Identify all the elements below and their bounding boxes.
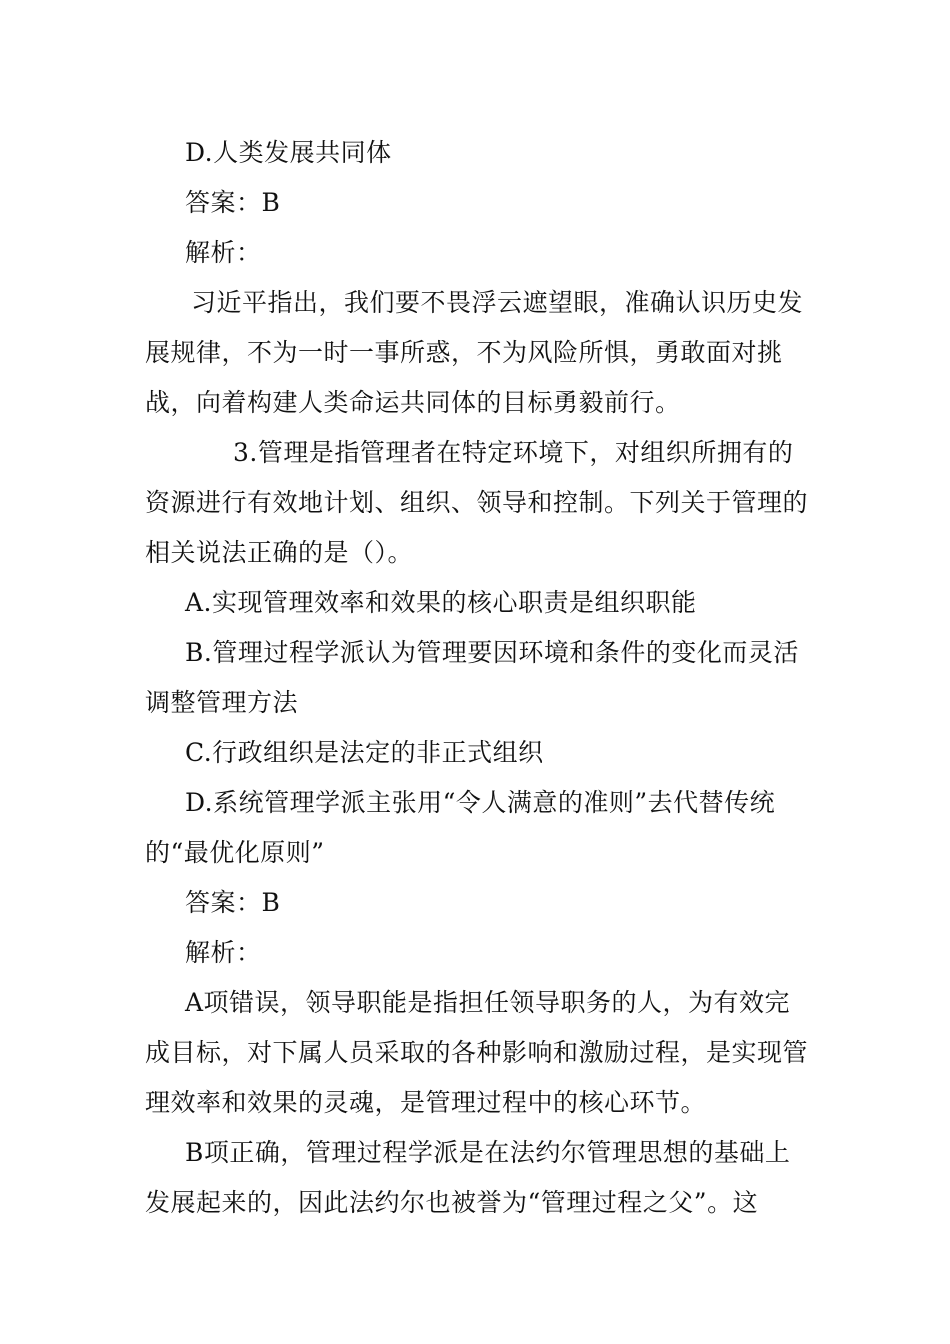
previous-analysis-body: 习近平指出，我们要不畏浮云遮望眼，准确认识历史发展规律，不为一时一事所惑，不为风险所惧，勇敢面对挑战，向着构建人类命运共同体的目标勇毅前行。 — [145, 288, 804, 417]
question-3-analysis-b: B项正确，管理过程学派是在法约尔管理思想的基础上发展起来的，因此法约尔也被誉为“管理过程之父”。这 — [145, 1138, 791, 1217]
document-body — [145, 128, 810, 1228]
previous-option-d: D.人类发展共同体 — [185, 138, 392, 167]
question-3-stem: 3.管理是指管理者在特定环境下，对组织所拥有的资源进行有效地计划、组织、领导和控制。下列关于管理的相关说法正确的是（）。 — [145, 438, 809, 567]
previous-answer: 答案：B — [185, 188, 281, 217]
question-3-option-c: C.行政组织是法定的非正式组织 — [185, 738, 544, 767]
previous-analysis-label: 解析： — [185, 238, 262, 267]
question-3-analysis-a: A项错误，领导职能是指担任领导职务的人，为有效完成目标，对下属人员采取的各种影响和激励过程，是实现管理效率和效果的灵魂，是管理过程中的核心环节。 — [145, 988, 809, 1117]
question-3-option-a: A.实现管理效率和效果的核心职责是组织职能 — [185, 588, 697, 617]
question-3-analysis-label: 解析： — [185, 938, 262, 967]
question-3-answer: 答案：B — [185, 888, 281, 917]
question-3-option-b: B.管理过程学派认为管理要因环境和条件的变化而灵活调整管理方法 — [145, 638, 799, 717]
question-3-option-d: D.系统管理学派主张用“令人满意的准则”去代替传统的“最优化原则” — [145, 788, 776, 867]
